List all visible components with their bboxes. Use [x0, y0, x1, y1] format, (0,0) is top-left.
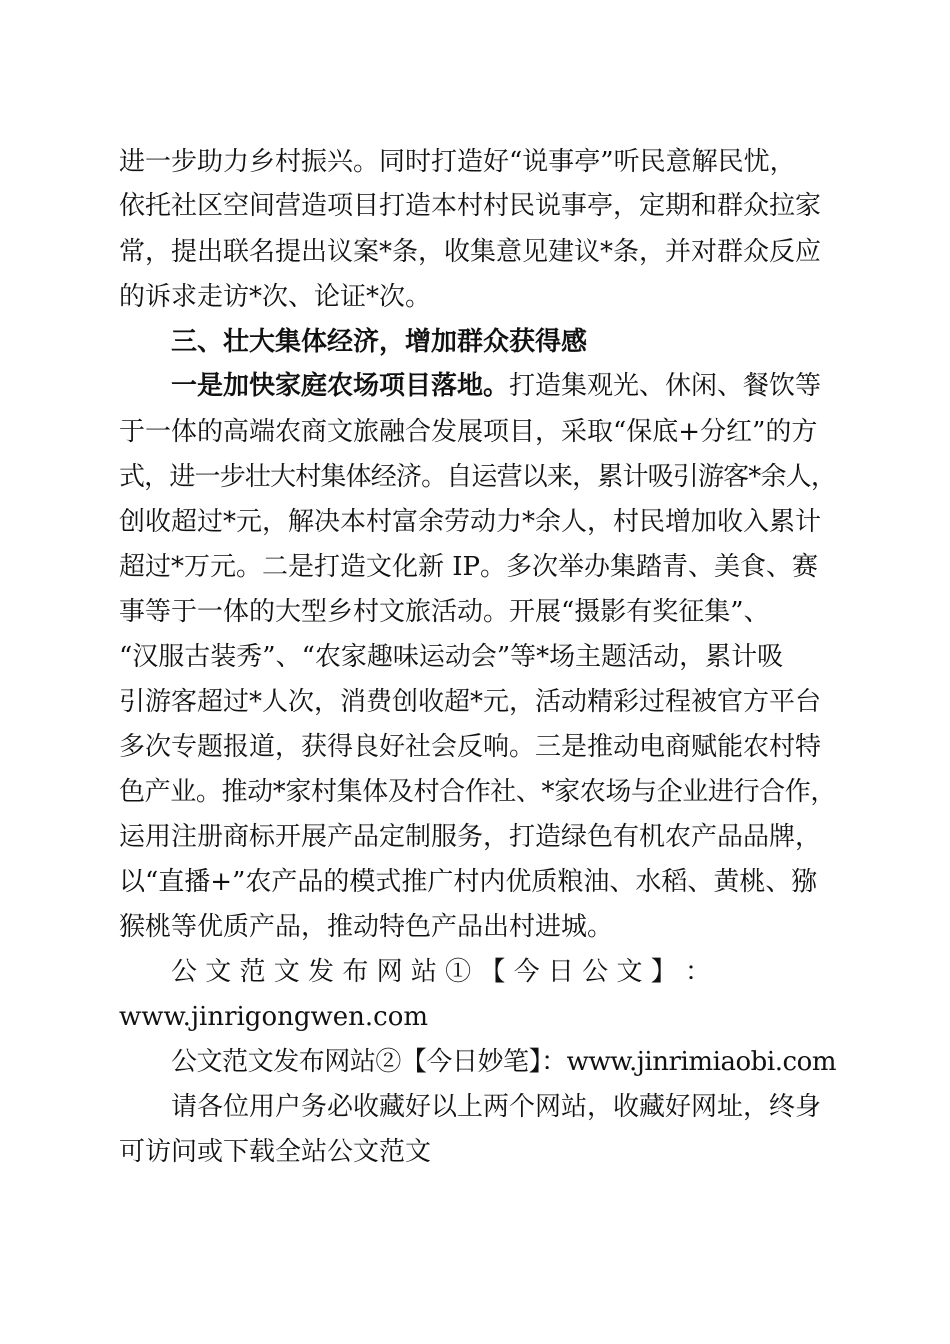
paragraph-line: 依托社区空间营造项目打造本村村民说事亭，定期和群众拉家 — [119, 191, 822, 221]
paragraph-line: 创收超过*元，解决本村富余劳动力*余人，村民增加收入累计 — [119, 507, 822, 537]
paragraph-line: 的诉求走访*次、论证*次。 — [119, 282, 432, 312]
paragraph-line: 以“直播+”农产品的模式推广村内优质粮油、水稻、黄桃、猕 — [119, 867, 818, 897]
paragraph-line: 色产业。推动*家村集体及村合作社、*家农场与企业进行合作， — [119, 777, 837, 807]
paragraph-line: 式，进一步壮大村集体经济。自运营以来，累计吸引游客*余人， — [119, 462, 837, 492]
paragraph-line: 引游客超过*人次，消费创收超*元，活动精彩过程被官方平台 — [119, 687, 822, 717]
paragraph-line: 运用注册商标开展产品定制服务，打造绿色有机农产品品牌， — [119, 822, 822, 852]
paragraph-line: 猴桃等优质产品，推动特色产品出村进城。 — [119, 912, 614, 942]
section-heading: 三、壮大集体经济，增加群众获得感 — [171, 327, 588, 357]
paragraph-line: 多次专题报道，获得良好社会反响。三是推动电商赋能农村特 — [119, 732, 822, 762]
closing-line: 请各位用户务必收藏好以上两个网站，收藏好网址，终身 — [171, 1092, 822, 1122]
paragraph-line: 于一体的高端农商文旅融合发展项目，采取“保底+分红”的方 — [119, 417, 818, 447]
paragraph-first-line — [171, 364, 821, 408]
site-2-line: 公文范文发布网站②【今日妙笔】：www.jinrimiaobi.com — [171, 1047, 837, 1077]
site-1-label: 公 文 范 文 发 布 网 站 ① 【 今 日 公 文 】 ： — [171, 957, 711, 987]
paragraph-line: 常，提出联名提出议案*条，收集意见建议*条，并对群众反应 — [119, 237, 822, 267]
paragraph-line: 进一步助力乡村振兴。同时打造好“说事亭”听民意解民忧， — [119, 147, 796, 177]
first-line-rest: 打造集观光、休闲、餐饮等 — [509, 371, 822, 401]
site-1-url: www.jinrigongwen.com — [119, 1002, 429, 1032]
paragraph-line: 超过*万元。二是打造文化新 IP。多次举办集踏青、美食、赛 — [119, 552, 819, 582]
paragraph-line: 事等于一体的大型乡村文旅活动。开展“摄影有奖征集”、 — [119, 597, 770, 627]
paragraph-line: “汉服古装秀”、“农家趣味运动会”等*场主题活动，累计吸 — [119, 642, 784, 672]
lead-sentence: 一是加快家庭农场项目落地。 — [171, 371, 510, 401]
closing-line: 可访问或下载全站公文范文 — [119, 1137, 432, 1167]
